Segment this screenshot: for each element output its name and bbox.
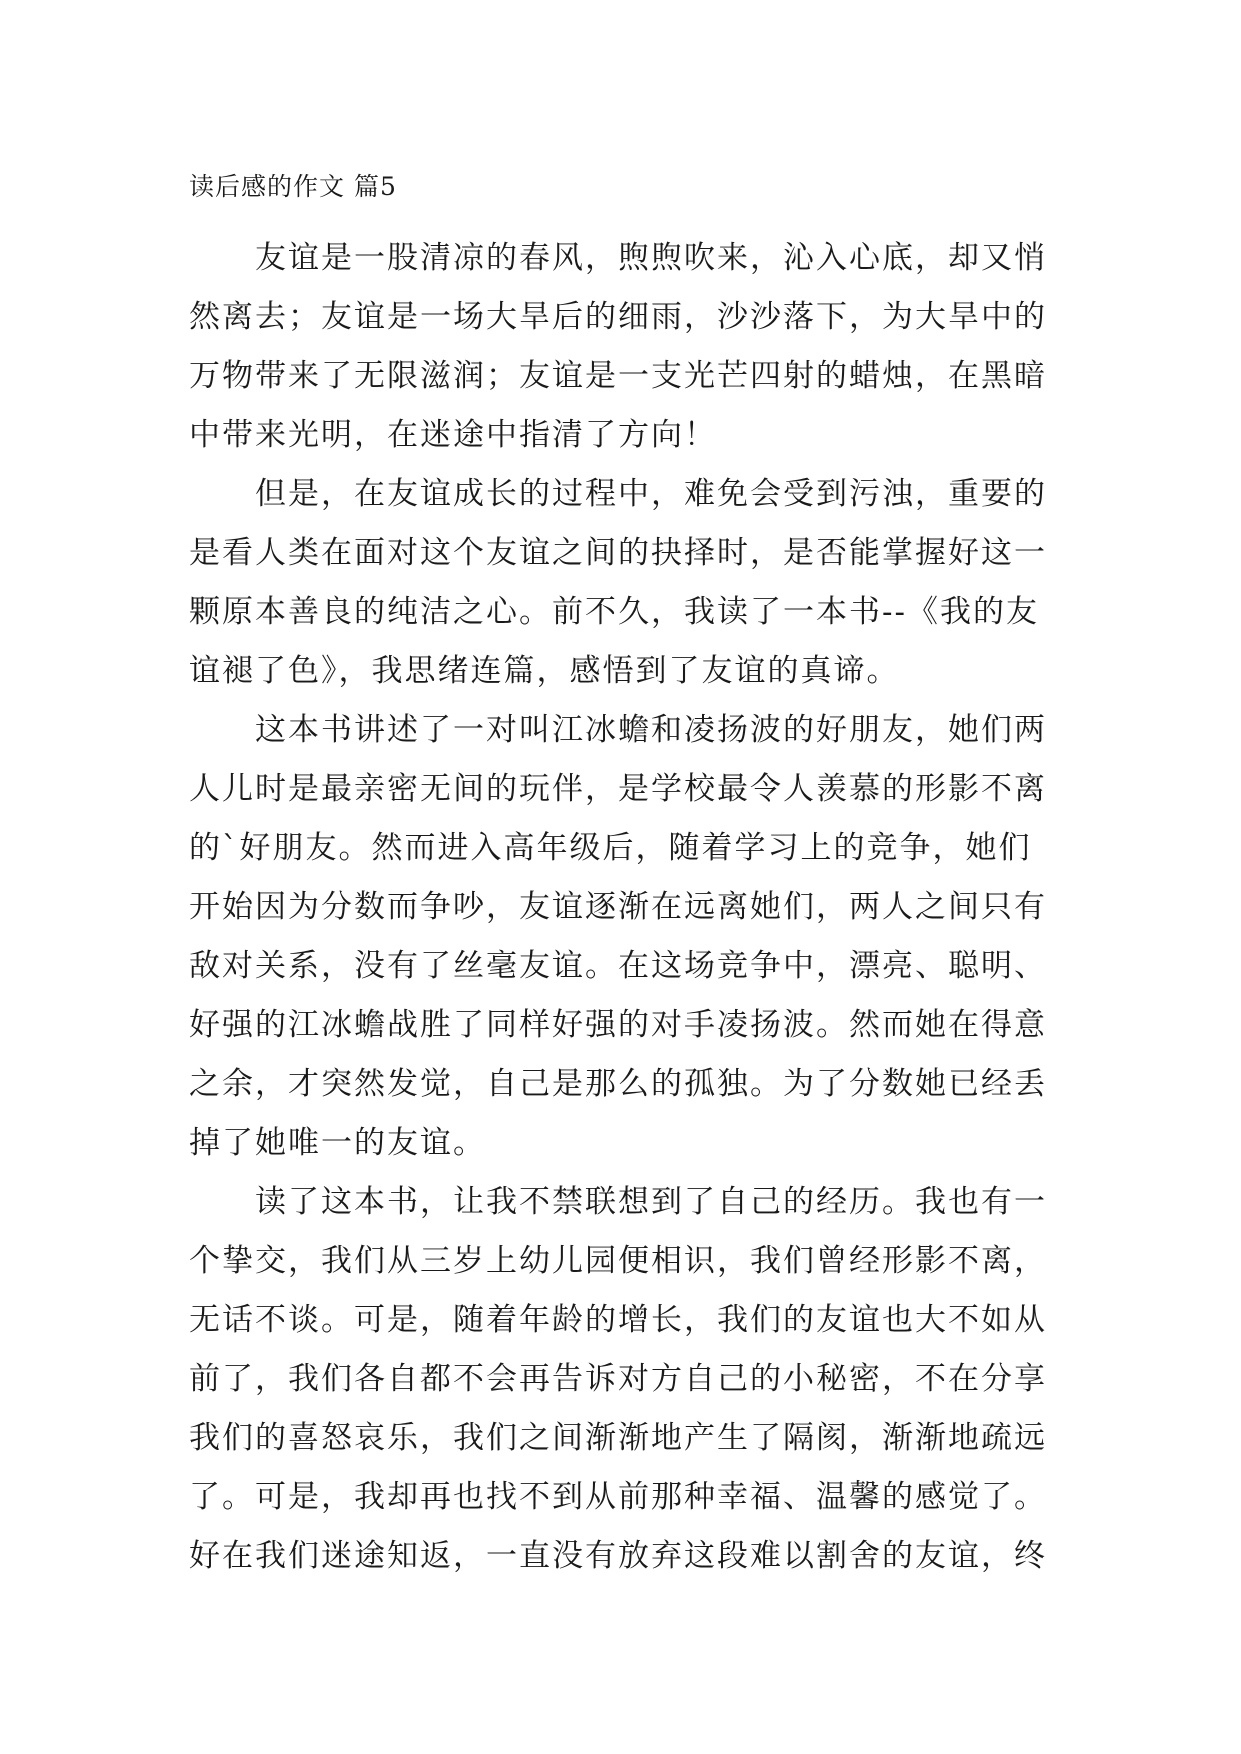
text-line: 读了这本书，让我不禁联想到了自己的经历。我也有一 [255, 1184, 1047, 1220]
text-line: 谊褪了色》，我思绪连篇，感悟到了友谊的真谛。 [189, 653, 900, 689]
text-line: 然离去；友谊是一场大旱后的细雨，沙沙落下，为大旱中的 [189, 299, 1047, 335]
document-title: 读后感的作文 篇5 [189, 172, 397, 201]
text-line: 我们的喜怒哀乐，我们之间渐渐地产生了隔阂，渐渐地疏远 [189, 1420, 1047, 1456]
paragraph [189, 465, 1069, 701]
text-line: 好强的江冰蟾战胜了同样好强的对手凌扬波。然而她在得意 [189, 1007, 1047, 1043]
text-line: 万物带来了无限滋润；友谊是一支光芒四射的蜡烛，在黑暗 [189, 358, 1047, 394]
text-line: 这本书讲述了一对叫江冰蟾和凌扬波的好朋友，她们两 [255, 712, 1047, 748]
paragraph [189, 701, 1069, 1173]
text-line: 的`好朋友。然而进入高年级后，随着学习上的竞争，她们 [189, 830, 1032, 866]
text-line: 无话不谈。可是，随着年龄的增长，我们的友谊也大不如从 [189, 1302, 1047, 1338]
text-line: 中带来光明，在迷途中指清了方向！ [189, 417, 717, 453]
text-line: 友谊是一股清凉的春风，煦煦吹来，沁入心底，却又悄 [255, 240, 1047, 276]
paragraph-list [189, 229, 1069, 1586]
paragraph [189, 1173, 1069, 1586]
text-line: 前了，我们各自都不会再告诉对方自己的小秘密，不在分享 [189, 1361, 1047, 1397]
document-body [189, 165, 1069, 1586]
text-line: 个挚交，我们从三岁上幼儿园便相识，我们曾经形影不离， [189, 1243, 1047, 1279]
text-line: 颗原本善良的纯洁之心。前不久，我读了一本书--《我的友 [189, 594, 1039, 630]
text-line: 是看人类在面对这个友谊之间的抉择时，是否能掌握好这一 [189, 535, 1047, 571]
text-line: 好在我们迷途知返，一直没有放弃这段难以割舍的友谊，终 [189, 1538, 1047, 1574]
text-line: 敌对关系，没有了丝毫友谊。在这场竞争中，漂亮、聪明、 [189, 948, 1047, 984]
text-line: 人儿时是最亲密无间的玩伴，是学校最令人羡慕的形影不离 [189, 771, 1047, 807]
text-line: 了。可是，我却再也找不到从前那种幸福、温馨的感觉了。 [189, 1479, 1047, 1515]
text-line: 开始因为分数而争吵，友谊逐渐在远离她们，两人之间只有 [189, 889, 1047, 925]
text-line: 掉了她唯一的友谊。 [189, 1125, 486, 1161]
text-line: 但是，在友谊成长的过程中，难免会受到污浊，重要的 [255, 476, 1047, 512]
paragraph [189, 229, 1069, 465]
text-line: 之余，才突然发觉，自己是那么的孤独。为了分数她已经丢 [189, 1066, 1047, 1102]
